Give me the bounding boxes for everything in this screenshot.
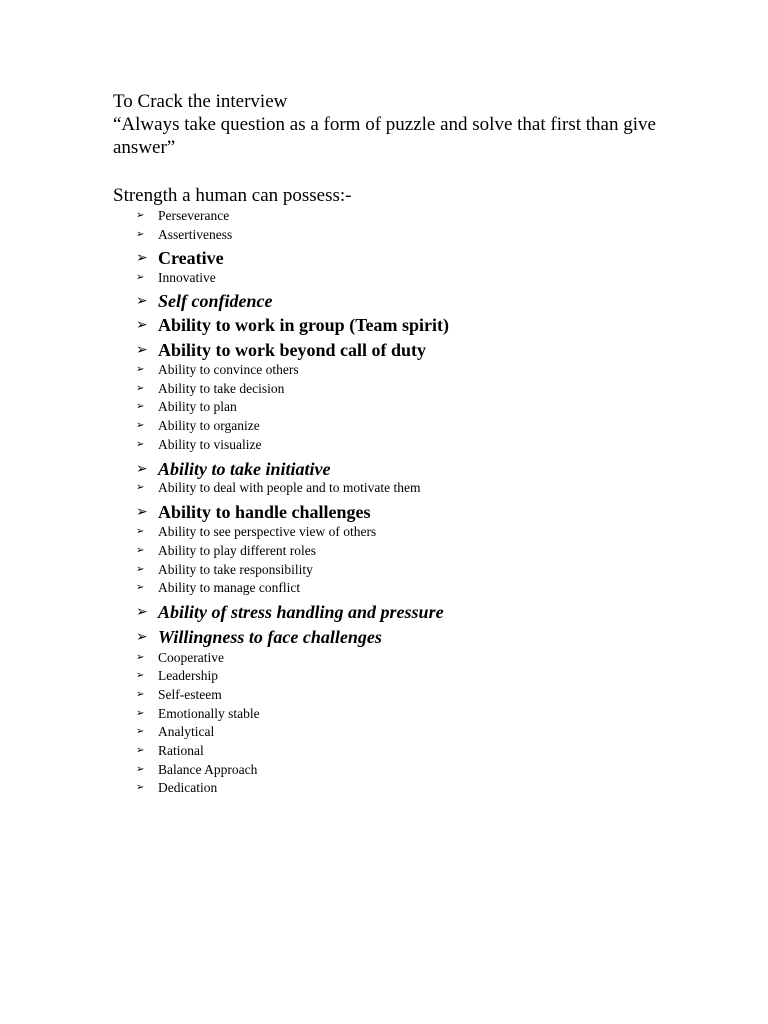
list-item xyxy=(136,399,237,415)
arrowhead-bullet-icon: ➢ xyxy=(136,652,145,663)
arrowhead-bullet-icon: ➢ xyxy=(136,229,145,240)
list-item xyxy=(136,501,371,523)
list-item-text: Cooperative xyxy=(158,650,224,665)
list-item-text: Ability to organize xyxy=(158,418,260,433)
arrowhead-bullet-icon: ➢ xyxy=(136,383,145,394)
list-item xyxy=(136,437,262,453)
intro-title: To Crack the interview xyxy=(113,91,288,112)
list-item-text: Ability to plan xyxy=(158,399,237,414)
list-item xyxy=(136,290,272,312)
strengths-heading: Strength a human can possess:- xyxy=(113,185,352,206)
list-item-text: Ability to take responsibility xyxy=(158,562,313,577)
arrowhead-bullet-icon: ➢ xyxy=(136,293,148,309)
arrowhead-bullet-icon: ➢ xyxy=(136,439,145,450)
list-item xyxy=(136,314,449,336)
list-item xyxy=(136,724,214,740)
list-item xyxy=(136,668,218,684)
list-item-text: Balance Approach xyxy=(158,762,258,777)
list-item xyxy=(136,580,300,596)
arrowhead-bullet-icon: ➢ xyxy=(136,401,145,412)
list-item xyxy=(136,762,257,778)
list-item xyxy=(136,562,313,578)
list-item xyxy=(136,339,426,361)
arrowhead-bullet-icon: ➢ xyxy=(136,250,148,266)
arrowhead-bullet-icon: ➢ xyxy=(136,482,145,493)
list-item xyxy=(136,418,260,434)
list-item-text: Ability to deal with people and to motivate them xyxy=(158,480,421,495)
list-item xyxy=(136,381,284,397)
list-item xyxy=(136,362,299,378)
list-item-text: Perseverance xyxy=(158,208,230,223)
list-item xyxy=(136,480,420,496)
list-item xyxy=(136,687,222,703)
list-item-text: Assertiveness xyxy=(158,227,233,242)
list-item-text: Innovative xyxy=(158,270,216,285)
arrowhead-bullet-icon: ➢ xyxy=(136,689,145,700)
list-item-text: Ability to manage conflict xyxy=(158,580,301,595)
arrowhead-bullet-icon: ➢ xyxy=(136,342,148,358)
list-item-text: Rational xyxy=(158,743,204,758)
list-item-text: Ability of stress handling and pressure xyxy=(158,602,444,622)
arrowhead-bullet-icon: ➢ xyxy=(136,604,148,620)
list-item-text: Dedication xyxy=(158,780,218,795)
list-item-text: Ability to work beyond call of duty xyxy=(158,340,427,360)
arrowhead-bullet-icon: ➢ xyxy=(136,461,148,477)
list-item-text: Ability to work in group (Team spirit) xyxy=(158,315,450,335)
list-item xyxy=(136,247,224,269)
list-item-text: Ability to handle challenges xyxy=(158,502,371,522)
list-item-text: Ability to see perspective view of others xyxy=(158,524,377,539)
list-item-text: Creative xyxy=(158,248,224,268)
arrowhead-bullet-icon: ➢ xyxy=(136,504,148,520)
arrowhead-bullet-icon: ➢ xyxy=(136,364,145,375)
arrowhead-bullet-icon: ➢ xyxy=(136,545,145,556)
list-item-text: Self-esteem xyxy=(158,687,222,702)
arrowhead-bullet-icon: ➢ xyxy=(136,210,145,221)
list-item-text: Analytical xyxy=(158,724,215,739)
list-item xyxy=(136,706,260,722)
list-item-text: Ability to convince others xyxy=(158,362,299,377)
arrowhead-bullet-icon: ➢ xyxy=(136,708,145,719)
arrowhead-bullet-icon: ➢ xyxy=(136,420,145,431)
list-item-text: Ability to visualize xyxy=(158,437,262,452)
list-item-text: Ability to play different roles xyxy=(158,543,316,558)
list-item-text: Self confidence xyxy=(158,291,273,311)
arrowhead-bullet-icon: ➢ xyxy=(136,726,145,737)
arrowhead-bullet-icon: ➢ xyxy=(136,745,145,756)
arrowhead-bullet-icon: ➢ xyxy=(136,564,145,575)
list-item-text: Willingness to face challenges xyxy=(158,627,382,647)
list-item xyxy=(136,208,229,224)
arrowhead-bullet-icon: ➢ xyxy=(136,272,145,283)
arrowhead-bullet-icon: ➢ xyxy=(136,670,145,681)
arrowhead-bullet-icon: ➢ xyxy=(136,582,145,593)
list-item xyxy=(136,543,316,559)
list-item xyxy=(136,601,444,623)
arrowhead-bullet-icon: ➢ xyxy=(136,526,145,537)
arrowhead-bullet-icon: ➢ xyxy=(136,629,148,645)
list-item-text: Ability to take decision xyxy=(158,381,285,396)
arrowhead-bullet-icon: ➢ xyxy=(136,764,145,775)
list-item-text: Leadership xyxy=(158,668,218,683)
list-item-text: Ability to take initiative xyxy=(158,459,331,479)
arrowhead-bullet-icon: ➢ xyxy=(136,782,145,793)
intro-quote: “Always take question as a form of puzzle and solve that first than give answer” xyxy=(113,114,656,158)
list-item-text: Emotionally stable xyxy=(158,706,260,721)
list-item xyxy=(136,780,217,796)
list-item xyxy=(136,524,376,540)
intro-block xyxy=(113,90,673,159)
arrowhead-bullet-icon: ➢ xyxy=(136,317,148,333)
list-item xyxy=(136,458,331,480)
list-item xyxy=(136,626,382,648)
list-item xyxy=(136,270,216,286)
list-item xyxy=(136,650,224,666)
list-item xyxy=(136,227,232,243)
list-item xyxy=(136,743,204,759)
